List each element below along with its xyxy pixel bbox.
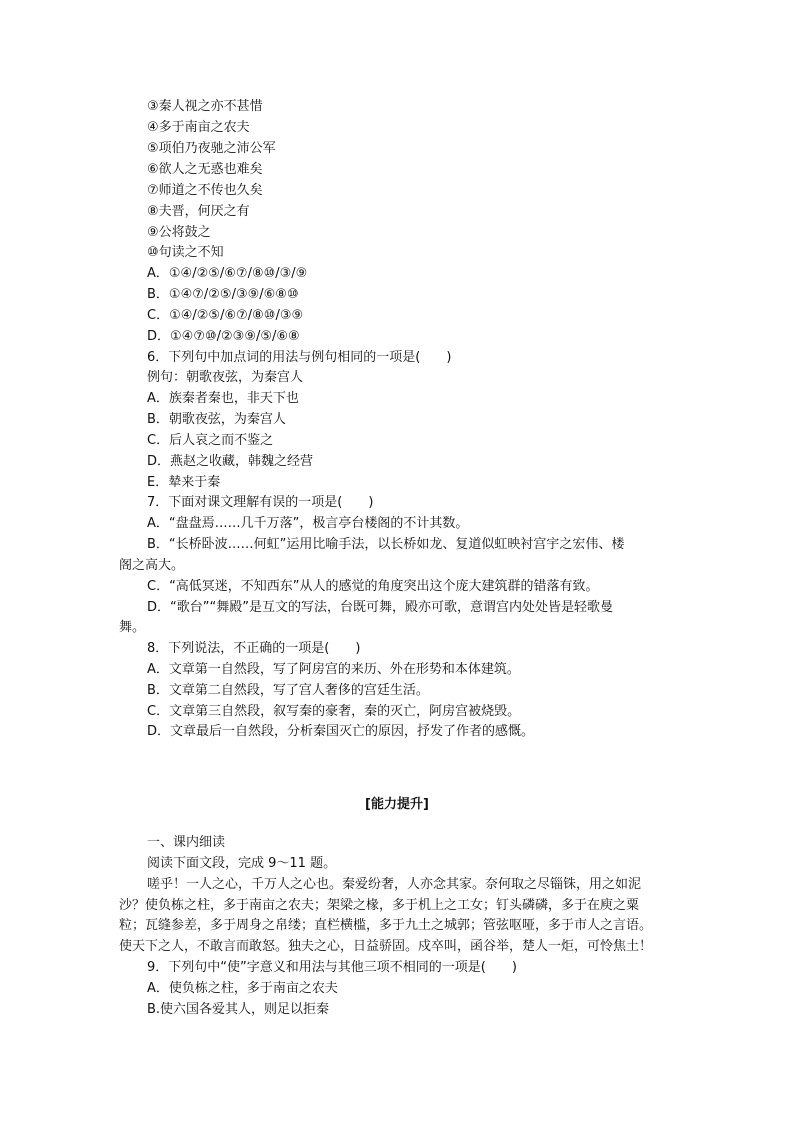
passage-line: 粒；瓦缝参差，多于周身之帛缕；直栏横槛，多于九土之城郭；管弦呕哑，多于市人之言语。	[119, 918, 653, 933]
q8-option-a: A．文章第一自然段，写了阿房宫的来历、外在形势和本体建筑。	[147, 662, 520, 677]
passage-line: 嗟乎！一人之心，千万人之心也。秦爱纷奢，人亦念其家。奈何取之尽锱铢，用之如泥	[147, 877, 642, 892]
q9-stem: 9．下列句中“使”字意义和用法与其他三项不相同的一项是( )	[147, 960, 517, 975]
q7-option-d-cont: 舞。	[119, 620, 146, 635]
q9-option-a: A．使负栋之柱，多于南亩之农夫	[147, 981, 338, 996]
q5-item: ⑦师道之不传也久矣	[147, 183, 263, 198]
q5-option-a: A．①④/②⑤/⑥⑦/⑧⑩/③/⑨	[147, 266, 308, 281]
q5-option-b: B．①④⑦/②⑤/③⑨/⑥⑧⑩	[147, 287, 299, 302]
q8-option-d: D．文章最后一自然段，分析秦国灭亡的原因，抒发了作者的感慨。	[147, 724, 535, 739]
q6-option-a: A．族秦者秦也，非天下也	[147, 391, 299, 406]
q6-option-b: B．朝歌夜弦，为秦宫人	[147, 412, 286, 427]
q8-option-b: B．文章第二自然段，写了宫人奢侈的宫廷生活。	[147, 683, 429, 698]
q5-option-c: C．①④/②⑤/⑥⑦/⑧⑩/③⑨	[147, 308, 304, 323]
q6-option-c: C．后人哀之而不鉴之	[147, 433, 274, 448]
q5-item: ⑧夫晋，何厌之有	[147, 204, 250, 219]
q5-option-d: D．①④⑦⑩/②③⑨/⑤/⑥⑧	[147, 329, 300, 344]
part1-heading: 一、课内细读	[147, 835, 226, 850]
q8-option-c: C．文章第三自然段，叙写秦的豪奢，秦的灭亡，阿房宫被烧毁。	[147, 704, 521, 719]
q5-item: ⑥欲人之无惑也难矣	[147, 162, 263, 177]
q5-item: ④多于南亩之农夫	[147, 120, 250, 135]
q7-option-d: D．“歌台”“舞殿”是互文的写法，台既可舞，殿亦可歌，意谓宫内处处皆是轻歌曼	[147, 600, 613, 615]
q5-item: ③秦人视之亦不甚惜	[147, 99, 263, 114]
q5-item: ⑤项伯乃夜驰之沛公军	[147, 141, 276, 156]
passage-line: 使天下之人，不敢言而敢怒。独夫之心，日益骄固。戍卒叫，函谷举，楚人一炬，可怜焦土！	[119, 939, 653, 954]
q7-option-c: C．“高低冥迷，不知西东”从人的感觉的角度突出这个庞大建筑群的错落有致。	[147, 579, 599, 594]
q7-stem: 7．下面对课文理解有误的一项是( )	[147, 495, 374, 510]
section-title: [能力提升]	[365, 797, 429, 812]
q6-option-d: D．燕赵之收藏，韩魏之经营	[147, 454, 314, 469]
q7-option-a: A．“盘盘焉……几千万落”，极言亭台楼阁的不计其数。	[147, 516, 469, 531]
q8-stem: 8．下列说法，不正确的一项是( )	[147, 641, 361, 656]
q5-item: ⑩句读之不知	[147, 245, 224, 260]
part1-instruction: 阅读下面文段，完成 9～11 题。	[147, 856, 337, 871]
q6-stem: 6．下列句中加点词的用法与例句相同的一项是( )	[147, 350, 452, 365]
q6-option-e: E．辇来于秦	[147, 475, 221, 490]
q9-option-b: B.使六国各爱其人，则足以拒秦	[147, 1002, 330, 1017]
q5-item: ⑨公将鼓之	[147, 225, 211, 240]
q7-option-b: B．“长桥卧波……何虹”运用比喻手法，以长桥如龙、复道似虹映衬宫宇之宏伟、楼	[147, 537, 625, 552]
q7-option-b-cont: 阁之高大。	[119, 558, 185, 573]
passage-line: 沙？使负栋之柱，多于南亩之农夫；架梁之椽，多于机上之工女；钉头磷磷，多于在庾之粟	[119, 898, 640, 913]
q6-example: 例句：朝歌夜弦，为秦宫人	[147, 370, 304, 385]
